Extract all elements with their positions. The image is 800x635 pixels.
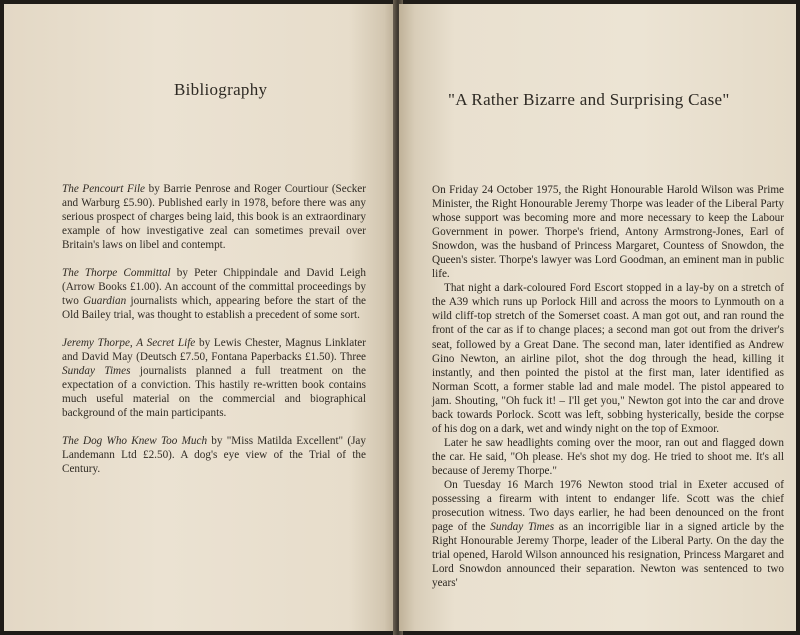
paragraph — [432, 478, 784, 590]
book-title: Jeremy Thorpe, A Secret Life — [62, 337, 196, 349]
book-title: The Thorpe Committal — [62, 267, 171, 279]
entry-text: journalists planned a full treatment on the expectation of a conviction. This hastily re-written book contains much useful material on the commercial and biographical background of the main participants. — [62, 365, 366, 419]
paragraph: Later he saw headlights coming over the moor, ran out and flagged down the car. He said, "Oh please. He's shot my dog. He tried to shoot me. It's all because of Jeremy Thorpe." — [432, 436, 784, 477]
paragraph: That night a dark-coloured Ford Escort stopped in a lay-by on a stretch of the A39 which runs up Porlock Hill and across the moors to Lynmouth on a wild cliff-top stretch of the Somerset coast. A man got out, and ran round the front of the car as if to change places; a second man got out from the driver's seat, followed by a Great Dane. The second man, later identified as Andrew Gino Newton, an airline pilot, shot the dog through the head, killing it instantly, and then pointed the pistol at the first man, later identified as Norman Scott, a former stable lad and male model. The pistol appeared to jam. Shouting, "Oh fuck it! – I'll get you," Newton got into the car and drove back towards Porlock. Scott was left, sobbing hysterically, beside the corpse of his dog on a dark, wet and windy night on the top of Exmoor. — [432, 282, 784, 435]
paragraph-text: On Tuesday 16 March 1976 Newton stood trial in Exeter accused of possessing a firearm with intent to endanger life. Scott was the chief prosecution witness. Two days earlier, he had been denounced on the front page of the — [432, 478, 784, 534]
paragraph-text: as an incorrigible liar in a signed article by the Right Honourable Jeremy Thorpe, leader of the Liberal Party. On the day the trial opened, Harold Wilson announced his resignation, Princess Margaret and Lord Snowdon announced their separation. Newton was sentenced to two years' — [432, 521, 785, 590]
left-page-title: Bibliography — [174, 80, 268, 99]
entry-text: by Peter Chippindale and David Leigh (Arrow Books £1.00). An account of the committal proceedings by two — [62, 267, 366, 307]
bibliography-entry — [62, 182, 366, 252]
entry-text: journalists which, appearing before the start of the Old Bailey trial, was thought to establish a precedent of some sort. — [62, 295, 367, 321]
publication-name: Guardian — [83, 295, 127, 307]
bibliography-entry — [62, 336, 366, 420]
entry-text: by Lewis Chester, Magnus Linklater and David May (Deutsch £7.50, Fontana Paperbacks £1.50). Three — [62, 337, 366, 363]
book-title: The Pencourt File — [62, 183, 146, 195]
left-page — [4, 4, 396, 631]
bibliography-entry — [62, 266, 366, 322]
publication-name: Sunday Times — [490, 521, 555, 534]
book-title: The Dog Who Knew Too Much — [62, 435, 208, 447]
paragraph: On Friday 24 October 1975, the Right Honourable Harold Wilson was Prime Minister, the Right Honourable Jeremy Thorpe was leader of the Liberal Party whose support was becoming more and more necessary to keep the Labour Government in power. Thorpe's friend, Antony Armstrong-Jones, Earl of Snowdon, was the husband of Princess Margaret, Countess of Snowdon, the Queen's sister. Thorpe's lawyer was Lord Goodman, an eminent man in public life. — [432, 184, 784, 281]
chapter-title: "A Rather Bizarre and Surprising Case" — [448, 90, 730, 109]
chapter-body — [432, 183, 784, 590]
entry-text: by "Miss Matilda Excellent" (Jay Landemann Ltd £2.50). A dog's eye view of the Trial of the Century. — [62, 435, 366, 475]
bibliography-list — [62, 182, 366, 476]
right-page — [399, 4, 796, 631]
publication-name: Sunday Times — [62, 365, 131, 377]
bibliography-entry — [62, 434, 366, 476]
entry-text: by Barrie Penrose and Roger Courtiour (Secker and Warburg £5.90). Published early in 1978, before there was any serious prospect of charges being laid, this book is an extraordinary example of how investigative zeal can sometimes prevail over Britain's laws on libel and contempt. — [62, 183, 366, 251]
